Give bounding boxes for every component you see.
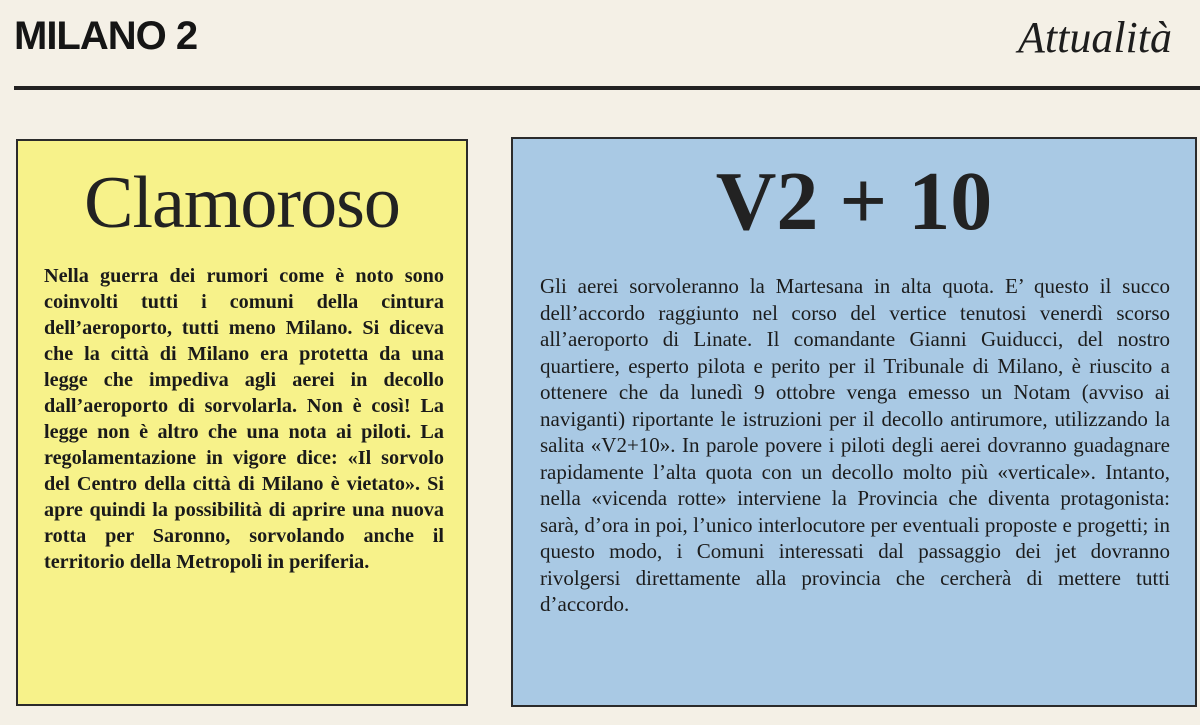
- article-box-clamoroso: [16, 139, 468, 706]
- article-title: Clamoroso: [84, 162, 400, 244]
- page-header: [0, 0, 1200, 92]
- section-category: Attualità: [1018, 13, 1172, 62]
- section-name: MILANO 2: [14, 14, 198, 58]
- article-body: Nella guerra dei rumori come è noto sono coinvolti tutti i comuni della cintura dell’aeroporto, tutti meno Milano. Si diceva che la città di Milano era protetta da una legge che impediva agli aerei in decollo dall’aeroporto di sorvolarla. Non è così! La legge non è altro che una nota ai piloti. La regolamentazione in vigore dice: «Il sorvolo del Centro della città di Milano è vietato». Si apre quindi la possibilità di aprire una nuova rotta per Saronno, sorvolando anche il territorio della Metropoli in periferia.: [44, 265, 444, 573]
- header-rule: [14, 86, 1200, 90]
- article-box-v2-plus-10: [511, 137, 1197, 707]
- article-title: V2 + 10: [715, 155, 993, 248]
- article-body: Gli aerei sorvoleranno la Martesana in alta quota. E’ questo il succo dell’accordo raggiunto nel corso del vertice tenutosi venerdì scorso all’aeroporto di Linate. Il comandante Gianni Guiducci, del nostro quartiere, esperto pilota e perito per il Tribunale di Milano, è riuscito a ottenere che da lunedì 9 ottobre venga emesso un Notam (avviso ai naviganti) riportante le istruzioni per il decollo antirumore, utilizzando la salita «V2+10». In parole povere i piloti degli aerei dovranno guadagnare rapidamente l’alta quota con un decollo molto più «verticale». Intanto, nella «vicenda rotte» interviene la Provincia che diventa protagonista: sarà, d’ora in poi, l’unico interlocutore per eventuali proposte e progetti; in questo modo, i Comuni interessati dal passaggio dei jet dovranno rivolgersi direttamente alla provincia che cercherà di mettere tutti d’accordo.: [540, 274, 1170, 616]
